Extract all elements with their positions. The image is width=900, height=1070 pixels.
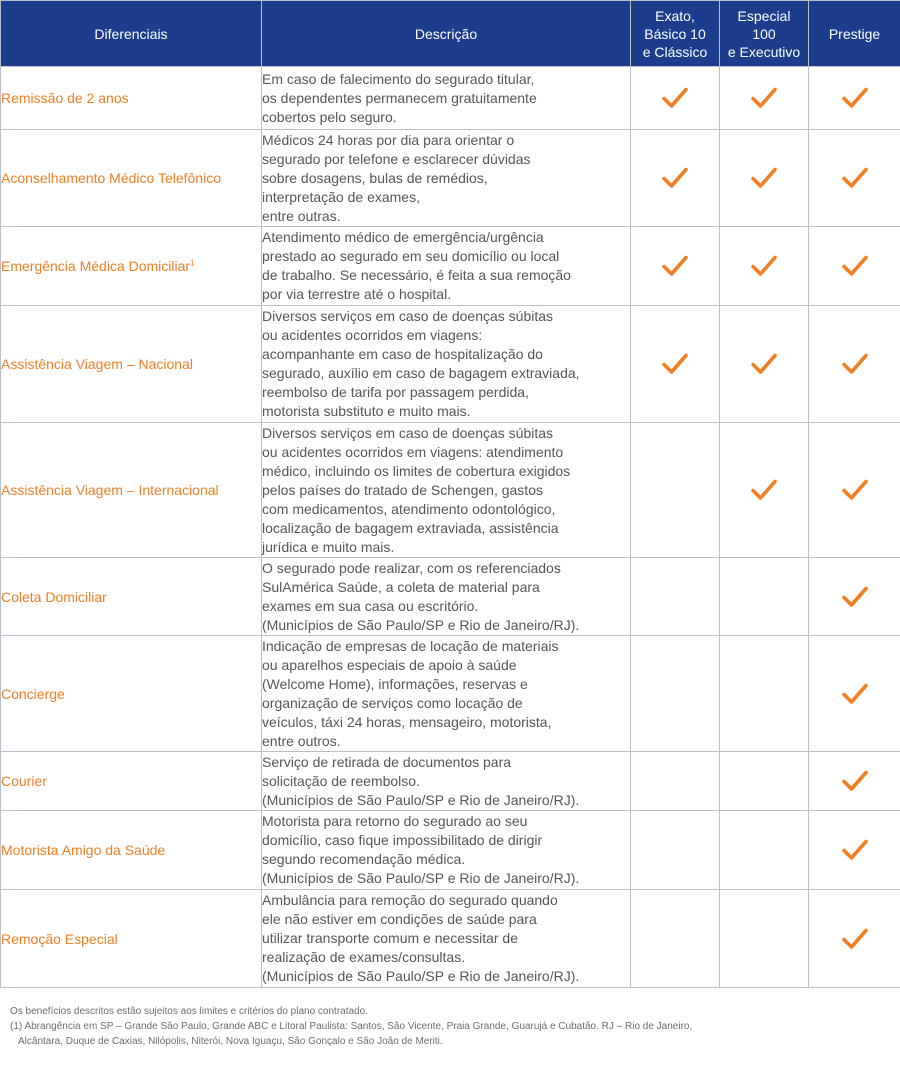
description-line: Atendimento médico de emergência/urgência bbox=[262, 229, 544, 245]
plan-cell bbox=[809, 636, 900, 752]
footnote-1-line-1: (1) Abrangência em SP – Grande São Paulo, Grande ABC e Litoral Paulista: Santos, São Vicente, Praia Grande, Guarujá e Cubatão. RJ – Rio de Janeiro, bbox=[10, 1021, 693, 1032]
description-line: segurado por telefone e esclarecer dúvidas bbox=[262, 150, 531, 167]
description-cell bbox=[262, 558, 631, 636]
description-line: ou acidentes ocorridos em viagens: atendimento bbox=[262, 443, 564, 460]
table-row bbox=[1, 636, 900, 752]
description-line: utilizar transporte comum e necessitar de bbox=[262, 930, 518, 946]
description-line: SulAmérica Saúde, a coleta de material para bbox=[262, 578, 540, 595]
plan-cell bbox=[720, 752, 809, 811]
feature-label: Concierge bbox=[1, 685, 65, 702]
description-line: Médicos 24 horas por dia para orientar o bbox=[262, 131, 515, 148]
feature-label: Assistência Viagem – Internacional bbox=[1, 482, 219, 498]
feature-cell bbox=[1, 890, 262, 988]
plan-cell bbox=[809, 227, 900, 306]
plan-cell bbox=[720, 227, 809, 306]
table-header-row bbox=[1, 1, 900, 67]
description-cell bbox=[262, 306, 631, 423]
feature-cell bbox=[1, 423, 262, 558]
description-line: (Municípios de São Paulo/SP e Rio de Janeiro/RJ). bbox=[262, 870, 580, 886]
feature-cell bbox=[1, 558, 262, 636]
feature-label: Coleta Domiciliar bbox=[1, 588, 107, 605]
description-line: pelos países do tratado de Schengen, gastos bbox=[262, 481, 543, 498]
plan-cell bbox=[631, 811, 720, 890]
description-line: (Municípios de São Paulo/SP e Rio de Janeiro/RJ). bbox=[262, 968, 580, 984]
table-row bbox=[1, 130, 900, 227]
description-line: (Municípios de São Paulo/SP e Rio de Janeiro/RJ). bbox=[262, 616, 580, 633]
feature-label: Remissão de 2 anos bbox=[1, 90, 129, 106]
feature-cell bbox=[1, 67, 262, 130]
description-line: prestado ao segurado em seu domicílio ou local bbox=[262, 248, 560, 264]
description-line: sobre dosagens, bulas de remédios, bbox=[262, 169, 488, 186]
checkmark-icon bbox=[661, 254, 689, 278]
table-row bbox=[1, 752, 900, 811]
description-line: Diversos serviços em caso de doenças súbitas bbox=[262, 424, 554, 441]
description-line: exames em sua casa ou escritório. bbox=[262, 597, 479, 614]
checkmark-icon bbox=[750, 352, 778, 376]
plan-cell bbox=[631, 890, 720, 988]
description-line: localização de bagagem extraviada, assistência bbox=[262, 519, 559, 536]
checkmark-icon bbox=[661, 86, 689, 110]
footnote-marker: 1 bbox=[190, 258, 195, 268]
checkmark-icon bbox=[661, 166, 689, 190]
table-row bbox=[1, 423, 900, 558]
description-line: segundo recomendação médica. bbox=[262, 851, 466, 867]
description-cell bbox=[262, 811, 631, 890]
header-plan-especial-executivo bbox=[720, 1, 809, 67]
footnote-general: Os benefícios descritos estão sujeitos aos limites e critérios do plano contratado. bbox=[10, 1006, 368, 1017]
table-row bbox=[1, 227, 900, 306]
description-line: Ambulância para remoção do segurado quando bbox=[262, 892, 558, 908]
header-plan1-line: Básico 10 bbox=[644, 25, 706, 42]
plan-cell bbox=[809, 67, 900, 130]
header-features: Diferenciais bbox=[1, 1, 262, 67]
description-line: veículos, táxi 24 horas, mensageiro, motorista, bbox=[262, 713, 552, 730]
plan-cell bbox=[631, 423, 720, 558]
checkmark-icon bbox=[841, 769, 869, 793]
checkmark-icon bbox=[841, 166, 869, 190]
description-cell bbox=[262, 890, 631, 988]
checkmark-icon bbox=[841, 86, 869, 110]
plan-cell bbox=[631, 306, 720, 423]
table-row bbox=[1, 67, 900, 130]
plan-cell bbox=[720, 306, 809, 423]
plan-cell bbox=[631, 636, 720, 752]
header-plan-exato-basico-classico bbox=[631, 1, 720, 67]
description-line: com medicamentos, atendimento odontológico, bbox=[262, 500, 556, 517]
plan-cell bbox=[720, 67, 809, 130]
description-cell bbox=[262, 67, 631, 130]
description-line: organização de serviços como locação de bbox=[262, 694, 523, 711]
plan-cell bbox=[809, 558, 900, 636]
description-line: entre outras. bbox=[262, 207, 341, 224]
feature-cell bbox=[1, 811, 262, 890]
plan-cell bbox=[809, 752, 900, 811]
table-row bbox=[1, 558, 900, 636]
plan-cell bbox=[809, 130, 900, 227]
description-line: acompanhante em caso de hospitalização do bbox=[262, 346, 543, 362]
header-plan1-line: e Clássico bbox=[642, 43, 708, 60]
feature-label: Emergência Médica Domiciliar bbox=[1, 258, 191, 274]
plan-cell bbox=[809, 811, 900, 890]
plan-cell bbox=[809, 890, 900, 988]
description-line: de trabalho. Se necessário, é feita a sua remoção bbox=[262, 267, 571, 283]
footnotes bbox=[10, 1004, 895, 1049]
description-line: O segurado pode realizar, com os referenciados bbox=[262, 559, 561, 576]
description-line: Indicação de empresas de locação de materiais bbox=[262, 637, 559, 654]
description-line: por via terrestre até o hospital. bbox=[262, 286, 452, 302]
plan-cell bbox=[720, 558, 809, 636]
plan-cell bbox=[631, 558, 720, 636]
checkmark-icon bbox=[750, 478, 778, 502]
plan-cell bbox=[720, 811, 809, 890]
description-cell bbox=[262, 752, 631, 811]
description-line: médico, incluindo os limites de cobertura exigidos bbox=[262, 462, 571, 479]
header-plan-prestige: Prestige bbox=[809, 1, 900, 67]
description-line: Serviço de retirada de documentos para bbox=[262, 753, 512, 770]
checkmark-icon bbox=[841, 585, 869, 609]
description-line: Em caso de falecimento do segurado titular, bbox=[262, 70, 535, 87]
description-cell bbox=[262, 130, 631, 227]
description-line: motorista substituto e muito mais. bbox=[262, 403, 471, 419]
description-line: jurídica e muito mais. bbox=[262, 538, 395, 555]
checkmark-icon bbox=[750, 86, 778, 110]
description-line: os dependentes permanecem gratuitamente bbox=[262, 89, 537, 106]
header-plan2-line: Especial bbox=[737, 7, 791, 24]
plan-cell bbox=[720, 423, 809, 558]
checkmark-icon bbox=[661, 352, 689, 376]
checkmark-icon bbox=[750, 166, 778, 190]
feature-label: Assistência Viagem – Nacional bbox=[1, 356, 193, 372]
description-line: (Municípios de São Paulo/SP e Rio de Janeiro/RJ). bbox=[262, 791, 580, 808]
feature-label: Aconselhamento Médico Telefônico bbox=[1, 170, 221, 186]
plan-cell bbox=[720, 890, 809, 988]
footnote-1-line-2: Alcântara, Duque de Caxias, Nilópolis, Niterói, Nova Iguaçu, São Gonçalo e São João de Meriti. bbox=[18, 1036, 443, 1047]
feature-cell bbox=[1, 227, 262, 306]
checkmark-icon bbox=[841, 927, 869, 951]
header-plan1-line: Exato, bbox=[655, 7, 695, 24]
description-line: interpretação de exames, bbox=[262, 188, 420, 205]
header-plan2-line: 100 bbox=[752, 25, 776, 42]
feature-cell bbox=[1, 130, 262, 227]
checkmark-icon bbox=[750, 254, 778, 278]
table-row bbox=[1, 890, 900, 988]
feature-label: Courier bbox=[1, 773, 47, 789]
feature-cell bbox=[1, 752, 262, 811]
description-cell bbox=[262, 227, 631, 306]
table-row bbox=[1, 811, 900, 890]
plan-cell bbox=[631, 227, 720, 306]
description-line: entre outros. bbox=[262, 732, 341, 749]
description-line: (Welcome Home), informações, reservas e bbox=[262, 675, 528, 692]
description-line: reembolso de tarifa por passagem perdida, bbox=[262, 384, 529, 400]
feature-cell bbox=[1, 306, 262, 423]
plan-cell bbox=[809, 306, 900, 423]
description-line: realização de exames/consultas. bbox=[262, 949, 466, 965]
feature-label: Motorista Amigo da Saúde bbox=[1, 842, 166, 858]
plan-cell bbox=[720, 636, 809, 752]
checkmark-icon bbox=[841, 254, 869, 278]
plan-cell bbox=[631, 67, 720, 130]
plan-cell bbox=[631, 130, 720, 227]
feature-cell bbox=[1, 636, 262, 752]
header-plan2-line: e Executivo bbox=[727, 43, 801, 60]
description-line: domicílio, caso fique impossibilitado de dirigir bbox=[262, 832, 543, 848]
checkmark-icon bbox=[841, 478, 869, 502]
description-line: ou acidentes ocorridos em viagens: bbox=[262, 327, 483, 343]
plan-cell bbox=[720, 130, 809, 227]
description-line: ele não estiver em condições de saúde para bbox=[262, 911, 537, 927]
description-line: segurado, auxílio em caso de bagagem extraviada, bbox=[262, 365, 580, 381]
description-line: Motorista para retorno do segurado ao seu bbox=[262, 813, 528, 829]
header-description: Descrição bbox=[262, 1, 631, 67]
feature-label: Remoção Especial bbox=[1, 930, 118, 947]
description-cell bbox=[262, 636, 631, 752]
plan-cell bbox=[809, 423, 900, 558]
plan-cell bbox=[631, 752, 720, 811]
description-line: solicitação de reembolso. bbox=[262, 772, 420, 789]
description-line: cobertos pelo seguro. bbox=[262, 108, 397, 125]
description-line: Diversos serviços em caso de doenças súbitas bbox=[262, 308, 554, 324]
table-row bbox=[1, 306, 900, 423]
checkmark-icon bbox=[841, 352, 869, 376]
description-cell bbox=[262, 423, 631, 558]
checkmark-icon bbox=[841, 838, 869, 862]
checkmark-icon bbox=[841, 682, 869, 706]
description-line: ou aparelhos especiais de apoio à saúde bbox=[262, 656, 517, 673]
